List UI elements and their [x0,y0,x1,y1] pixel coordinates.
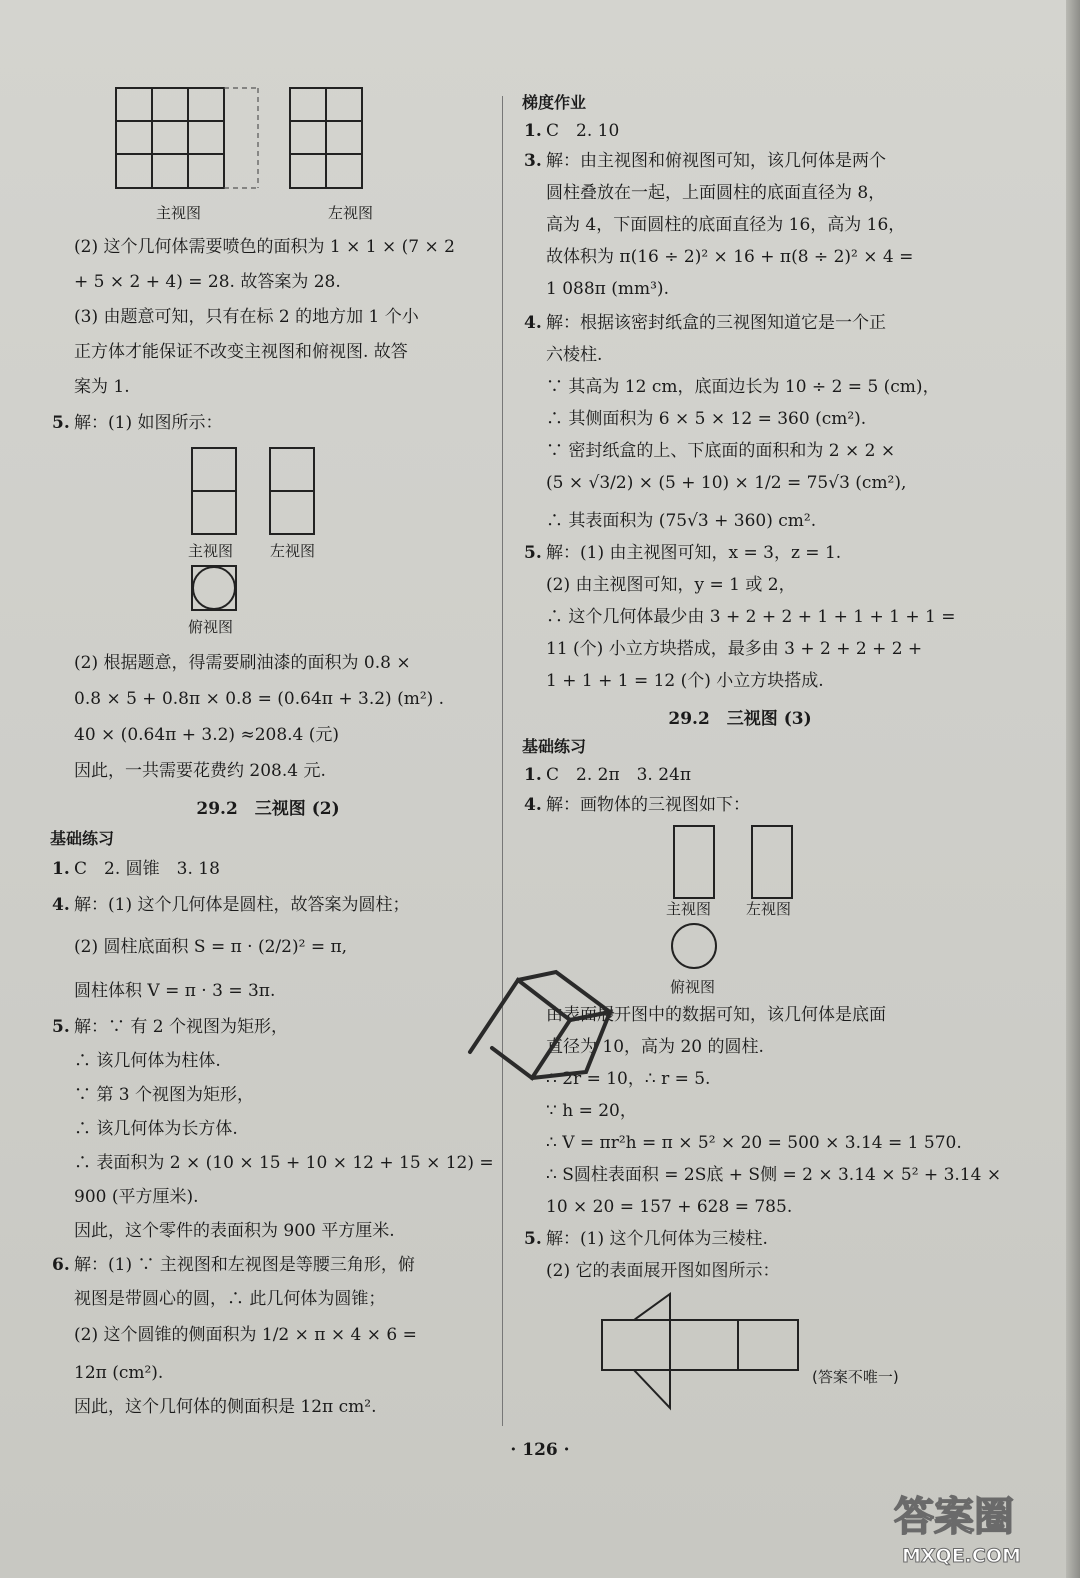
q4-3-line2: 正方体才能保证不改变主视图和俯视图. 故答 [74,342,408,362]
g-q4-line5: ∵ 密封纸盒的上、下底面的面积和为 2 × 2 × [546,441,896,461]
q5-line1: 解：(1) 如图所示： [74,413,223,433]
q4-3-line3: 案为 1. [74,377,130,397]
g-q4-line4: ∴ 其侧面积为 6 × 5 × 12 = 360 (cm²). [546,409,867,429]
fig2-caption-left: 左视图 [270,542,316,560]
fig1-caption-left: 左视图 [328,204,374,222]
rb-q4-line7: ∴ S圆柱表面积 = 2S底 + S侧 = 2 × 3.14 × 5² + 3.14 × [546,1165,1002,1185]
b-q5-line6: 900 (平方厘米). [74,1187,199,1207]
rb-q4-line1: 解：画物体的三视图如下： [546,795,750,815]
b-q6-line3: (2) 这个圆锥的侧面积为 1/2 × π × 4 × 6 = [74,1325,417,1345]
site-watermark [888,1480,1058,1570]
b-q5-line5: ∴ 表面积为 2 × (10 × 15 + 10 × 12 + 15 × 12) = [74,1153,494,1173]
b-q5-line1: 解：∵ 有 2 个视图为矩形， [74,1017,289,1037]
g-q4-line2: 六棱柱. [546,345,603,365]
g-q5-line4: 11 (个) 小立方块搭成，最多由 3 + 2 + 2 + 2 + [546,639,923,659]
b-q5-line7: 因此，这个零件的表面积为 900 平方厘米. [74,1221,395,1241]
g-q5-line1: 解：(1) 由主视图可知，x = 3，z = 1. [546,543,842,563]
g-q3-line2: 圆柱叠放在一起，上面圆柱的底面直径为 8， [546,183,886,203]
g-q4-line7: ∴ 其表面积为 (75√3 + 360) cm². [546,511,817,531]
g-q3-number: 3. [524,151,542,171]
fig2-caption-top: 俯视图 [188,618,234,636]
figure-grid-views [108,84,368,194]
g-q3-line5: 1 088π (mm³). [546,279,669,299]
g-q4-line1: 解：根据该密封纸盒的三视图知道它是一个正 [546,313,886,333]
watermark-url-text: MXQE.COM [902,1545,1021,1567]
g-q1-answers: C 2. 10 [546,121,620,141]
rb-q4-line3: 直径为 10，高为 20 的圆柱. [546,1037,764,1057]
q5-2-line4: 因此，一共需要花费约 208.4 元. [74,761,326,781]
g-q4-line3: ∵ 其高为 12 cm，底面边长为 10 ÷ 2 = 5 (cm)， [546,377,940,397]
g-q3-line1: 解：由主视图和俯视图可知，该几何体是两个 [546,151,886,171]
section-29-2-3: 29.2 三视图 (3) [668,709,812,729]
fig2-caption-main: 主视图 [188,542,234,560]
fig3-caption-main: 主视图 [666,900,712,918]
b-q4-line3: 圆柱体积 V = π · 3 = 3π. [74,981,276,1001]
rb-q4-line5: ∵ h = 20， [546,1101,637,1121]
q4-2-line1: (2) 这个几何体需要喷色的面积为 1 × 1 × (7 × 2 [74,237,455,257]
b-q5-line3: ∵ 第 3 个视图为矩形， [74,1085,255,1105]
q5-number: 5. [52,413,70,433]
hand-drawn-stamp-mark [460,960,660,1120]
b-q6-number: 6. [52,1255,70,1275]
rb-q5-line2: (2) 它的表面展开图如图所示： [546,1261,780,1281]
b-q6-line1: 解：(1) ∵ 主视图和左视图是等腰三角形，俯 [74,1255,415,1275]
rb-q1-answers: C 2. 2π 3. 24π [546,765,692,785]
g-q3-line4: 故体积为 π(16 ÷ 2)² × 16 + π(8 ÷ 2)² × 4 = [546,247,914,267]
q4-3-line1: (3) 由题意可知，只有在标 2 的地方加 1 个小 [74,307,419,327]
figure-prism-net [600,1292,800,1414]
g-q5-number: 5. [524,543,542,563]
b-q1-number: 1. [52,859,70,879]
g-q5-line3: ∴ 这个几何体最少由 3 + 2 + 2 + 1 + 1 + 1 + 1 = [546,607,956,627]
b-q1-answers: C 2. 圆锥 3. 18 [74,859,220,879]
rb-q1-number: 1. [524,765,542,785]
g-q5-line5: 1 + 1 + 1 = 12 (个) 小立方块搭成. [546,671,824,691]
watermark-logo-text: 答案圈 [894,1494,1014,1540]
b-q6-line5: 因此，这个几何体的侧面积是 12π cm². [74,1397,377,1417]
fig4-note: (答案不唯一) [812,1368,899,1386]
rb-q4-line4: ∴ 2r = 10，∴ r = 5. [546,1069,711,1089]
b-q5-line4: ∴ 该几何体为长方体. [74,1119,238,1139]
fig3-caption-top: 俯视图 [670,978,716,996]
g-q4-number: 4. [524,313,542,333]
g-q3-line3: 高为 4，下面圆柱的底面直径为 16，高为 16， [546,215,906,235]
q5-2-line1: (2) 根据题意，得需要刷油漆的面积为 0.8 × [74,653,411,673]
right-basic-practice-heading: 基础练习 [522,737,587,756]
rb-q4-line2: 由表面展开图中的数据可知，该几何体是底面 [546,1005,886,1025]
g-q4-line6: (5 × √3/2) × (5 + 10) × 1/2 = 75√3 (cm²), [546,473,907,493]
rb-q4-number: 4. [524,795,542,815]
g-q1-number: 1. [524,121,542,141]
b-q5-number: 5. [52,1017,70,1037]
rb-q4-line6: ∴ V = πr²h = π × 5² × 20 = 500 × 3.14 = 1 570. [546,1133,962,1153]
fig3-caption-left: 左视图 [746,900,792,918]
watermark-logo-icon [888,1480,1058,1570]
basic-practice-heading: 基础练习 [50,829,115,848]
page-number: · 126 · [510,1440,570,1460]
b-q4-number: 4. [52,895,70,915]
b-q5-line2: ∴ 该几何体为柱体. [74,1051,221,1071]
figure-cylinder-views [666,822,806,972]
b-q6-line4: 12π (cm²). [74,1363,164,1383]
rb-q4-line8: 10 × 20 = 157 + 628 = 785. [546,1197,793,1217]
rb-q5-number: 5. [524,1229,542,1249]
fig1-caption-main: 主视图 [156,204,202,222]
page-binding-edge [1066,0,1080,1578]
q5-2-line2: 0.8 × 5 + 0.8π × 0.8 = (0.64π + 3.2) (m²) . [74,689,445,709]
column-divider [502,96,503,1426]
g-q5-line2: (2) 由主视图可知，y = 1 或 2， [546,575,796,595]
figure-three-views [188,444,348,619]
rb-q5-line1: 解：(1) 这个几何体为三棱柱. [546,1229,768,1249]
b-q4-line2: (2) 圆柱底面积 S = π · (2/2)² = π, [74,937,348,957]
b-q6-line2: 视图是带圆心的圆，∴ 此几何体为圆锥； [74,1289,386,1309]
q4-2-line2: + 5 × 2 + 4) = 28. 故答案为 28. [74,272,341,292]
section-29-2-2: 29.2 三视图 (2) [196,799,340,819]
gradient-homework-heading: 梯度作业 [522,93,587,112]
b-q4-line1: 解：(1) 这个几何体是圆柱，故答案为圆柱； [74,895,410,915]
q5-2-line3: 40 × (0.64π + 3.2) ≈208.4 (元) [74,725,340,745]
